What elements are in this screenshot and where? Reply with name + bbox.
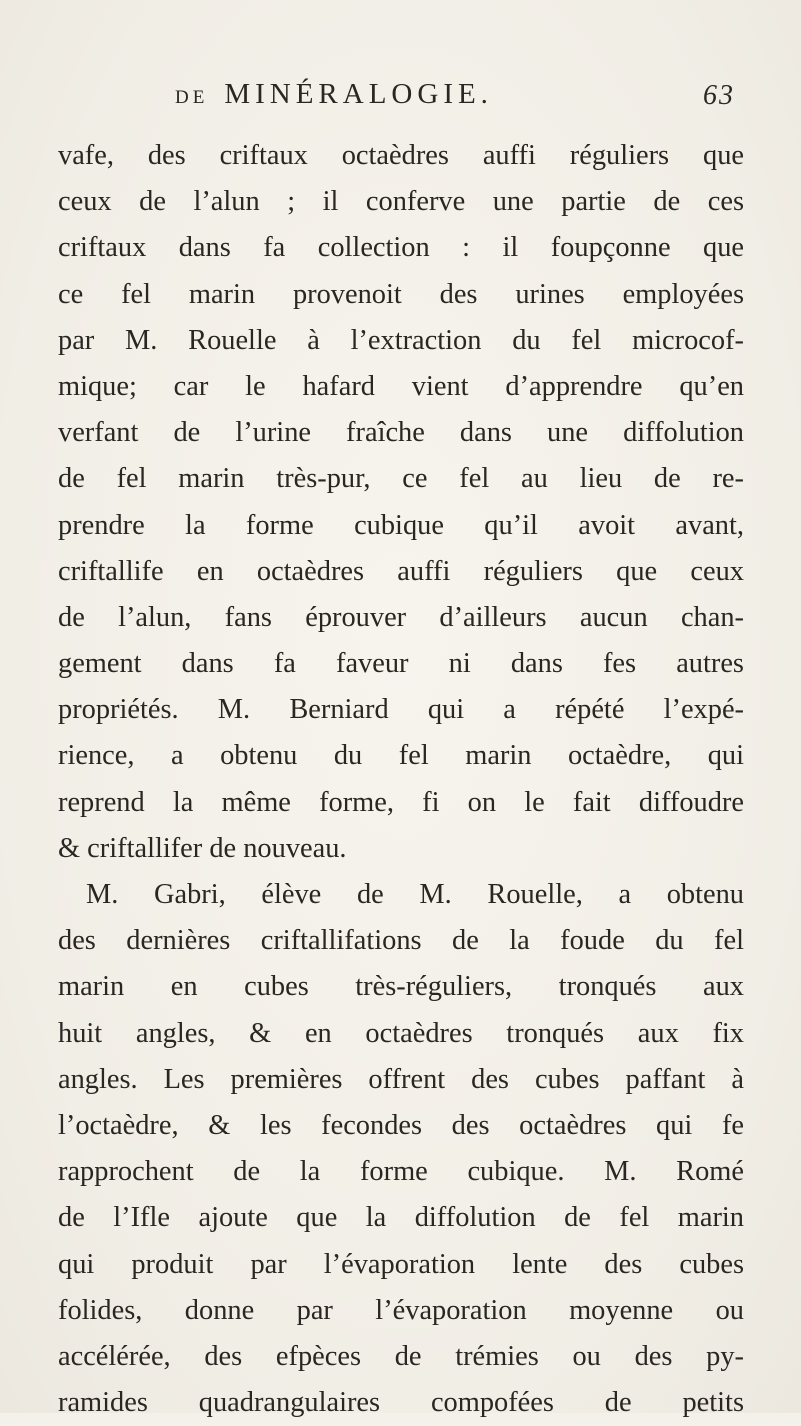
text-line: des dernières criftallifations de la foude du fel — [58, 925, 744, 957]
text-line: criftallife en octaèdres auffi réguliers que ceux — [58, 555, 744, 587]
text-line: rience, a obtenu du fel marin octaèdre, qui — [58, 740, 744, 772]
text-line: ramides quadrangulaires compofées de petits — [58, 1387, 744, 1419]
text-line: folides, donne par l’évaporation moyenne ou — [58, 1294, 744, 1326]
text-line: propriétés. M. Berniard qui a répété l’expé- — [58, 694, 744, 726]
text-line: ceux de l’alun ; il conferve une partie de ces — [58, 186, 744, 218]
text-line: verfant de l’urine fraîche dans une diffolution — [58, 417, 744, 449]
text-line: angles. Les premières offrent des cubes paffant à — [58, 1063, 744, 1095]
text-line: M. Gabri, élève de M. Rouelle, a obtenu — [86, 879, 744, 910]
page-number: 63 — [703, 80, 735, 111]
text-line: vafe, des criftaux octaèdres auffi réguliers que — [58, 140, 744, 171]
text-line: de fel marin très-pur, ce fel au lieu de re- — [58, 463, 744, 495]
running-head-prefix: DE — [175, 87, 209, 108]
text-line: ce fel marin provenoit des urines employées — [58, 278, 744, 310]
running-head-title-group — [175, 78, 493, 111]
text-line: criftaux dans fa collection : il foupçonne que — [58, 232, 744, 264]
text-line: gement dans fa faveur ni dans fes autres — [58, 648, 744, 680]
text-line: accélérée, des efpèces de trémies ou des py- — [58, 1340, 744, 1372]
text-line: mique; car le hafard vient d’apprendre qu’en — [58, 370, 744, 402]
text-line: de l’Ifle ajoute que la diffolution de fel marin — [58, 1202, 744, 1234]
text-line: rapprochent de la forme cubique. M. Romé — [58, 1156, 744, 1188]
text-line: huit angles, & en octaèdres tronqués aux fix — [58, 1017, 744, 1049]
running-head — [175, 78, 735, 118]
text-line: marin en cubes très-réguliers, tronqués aux — [58, 971, 744, 1003]
text-line: & criftallifer de nouveau. — [58, 832, 347, 864]
text-line: prendre la forme cubique qu’il avoit avant, — [58, 509, 744, 541]
text-line: l’octaèdre, & les fecondes des octaèdres qui fe — [58, 1109, 744, 1141]
body-text — [58, 133, 744, 1426]
running-head-title: MINÉRALOGIE. — [224, 78, 493, 110]
text-line: reprend la même forme, fi on le fait diffoudre — [58, 786, 744, 818]
text-line: de l’alun, fans éprouver d’ailleurs aucun chan- — [58, 601, 744, 633]
text-line: par M. Rouelle à l’extraction du fel microcof- — [58, 324, 744, 356]
text-line: qui produit par l’évaporation lente des cubes — [58, 1248, 744, 1280]
